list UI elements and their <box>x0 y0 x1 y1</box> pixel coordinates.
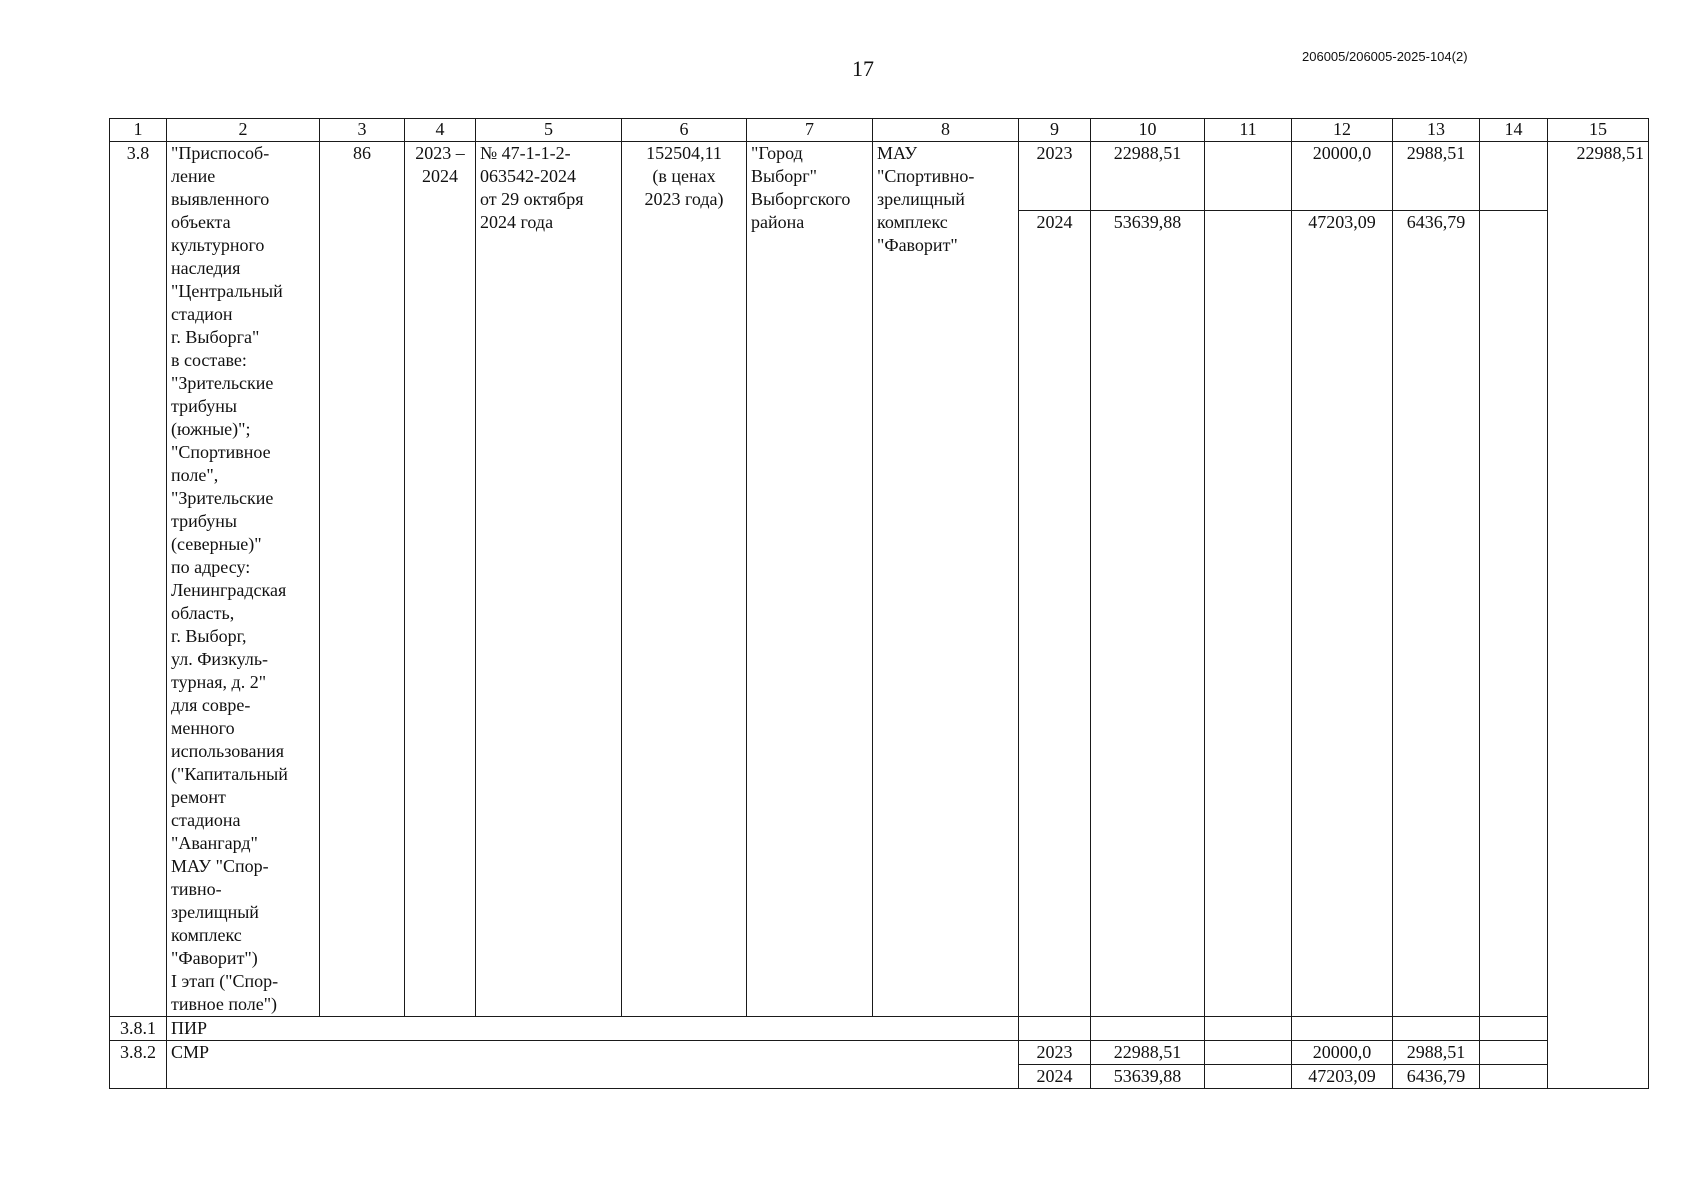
period-cell: 2023 – 2024 <box>405 142 476 1017</box>
header-cell: 5 <box>476 119 622 142</box>
header-cell: 2 <box>167 119 320 142</box>
header-cell: 8 <box>873 119 1019 142</box>
local-cell: 2988,51 <box>1393 142 1480 211</box>
header-cell: 3 <box>320 119 405 142</box>
other-cell <box>1480 1017 1548 1041</box>
regional-cell: 20000,0 <box>1292 142 1393 211</box>
col15-cell: 22988,51 <box>1548 142 1649 1089</box>
federal-cell <box>1205 1065 1292 1089</box>
federal-cell <box>1205 1041 1292 1065</box>
year-cell: 2024 <box>1019 1065 1091 1089</box>
year-cell: 2023 <box>1019 1041 1091 1065</box>
header-cell: 12 <box>1292 119 1393 142</box>
header-cell: 1 <box>110 119 167 142</box>
total-cell: 53639,88 <box>1091 1065 1205 1089</box>
row-number: 3.8.2 <box>110 1041 167 1089</box>
capacity-cell: 86 <box>320 142 405 1017</box>
other-cell <box>1480 211 1548 1017</box>
regional-cell: 20000,0 <box>1292 1041 1393 1065</box>
regional-cell: 47203,09 <box>1292 211 1393 1017</box>
municipality-cell: "Город Выборг" Выборгского района <box>747 142 873 1017</box>
document-id: 206005/206005-2025-104(2) <box>1302 49 1468 64</box>
total-cell <box>1091 1017 1205 1041</box>
header-cell: 9 <box>1019 119 1091 142</box>
table-row <box>110 1041 1649 1065</box>
total-cell: 53639,88 <box>1091 211 1205 1017</box>
local-cell <box>1393 1017 1480 1041</box>
year-cell <box>1019 1017 1091 1041</box>
other-cell <box>1480 142 1548 211</box>
stage-label: ПИР <box>167 1017 1019 1041</box>
year-cell: 2024 <box>1019 211 1091 1017</box>
stage-label: СМР <box>167 1041 1019 1089</box>
total-cell: 22988,51 <box>1091 1041 1205 1065</box>
federal-cell <box>1205 211 1292 1017</box>
regional-cell: 47203,09 <box>1292 1065 1393 1089</box>
program-table <box>109 118 1649 1089</box>
header-cell: 14 <box>1480 119 1548 142</box>
header-cell: 4 <box>405 119 476 142</box>
total-cell: 22988,51 <box>1091 142 1205 211</box>
row-number: 3.8.1 <box>110 1017 167 1041</box>
federal-cell <box>1205 1017 1292 1041</box>
federal-cell <box>1205 142 1292 211</box>
estimate-cell: 152504,11 (в ценах 2023 года) <box>622 142 747 1017</box>
header-cell: 13 <box>1393 119 1480 142</box>
table-row <box>110 142 1649 211</box>
header-cell: 15 <box>1548 119 1649 142</box>
local-cell: 6436,79 <box>1393 1065 1480 1089</box>
header-cell: 11 <box>1205 119 1292 142</box>
other-cell <box>1480 1065 1548 1089</box>
customer-cell: МАУ "Спортивно- зрелищный комплекс "Фаворит" <box>873 142 1019 1017</box>
header-row <box>110 119 1649 142</box>
object-name: "Приспособ- ление выявленного объекта культурного наследия "Центральный стадион г. Выборга" в составе: "Зрительские трибуны (южные)"; "Спортивное поле", "Зрительские трибуны (северные)" по адресу: Ленинградская область, г. Выборг, ул. Физкуль- турная, д. 2" для совре- менного использования ("Капитальный ремонт стадиона "Авангард" МАУ "Спор- тивно- зрелищный комплекс "Фаворит") I этап ("Спор- тивное поле") <box>167 142 320 1017</box>
local-cell: 6436,79 <box>1393 211 1480 1017</box>
row-number: 3.8 <box>110 142 167 1017</box>
header-cell: 6 <box>622 119 747 142</box>
header-cell: 10 <box>1091 119 1205 142</box>
regional-cell <box>1292 1017 1393 1041</box>
header-cell: 7 <box>747 119 873 142</box>
table-row <box>110 1017 1649 1041</box>
year-cell: 2023 <box>1019 142 1091 211</box>
page-number: 17 <box>852 56 874 81</box>
local-cell: 2988,51 <box>1393 1041 1480 1065</box>
expertise-cell: № 47-1-1-2- 063542-2024 от 29 октября 2024 года <box>476 142 622 1017</box>
other-cell <box>1480 1041 1548 1065</box>
